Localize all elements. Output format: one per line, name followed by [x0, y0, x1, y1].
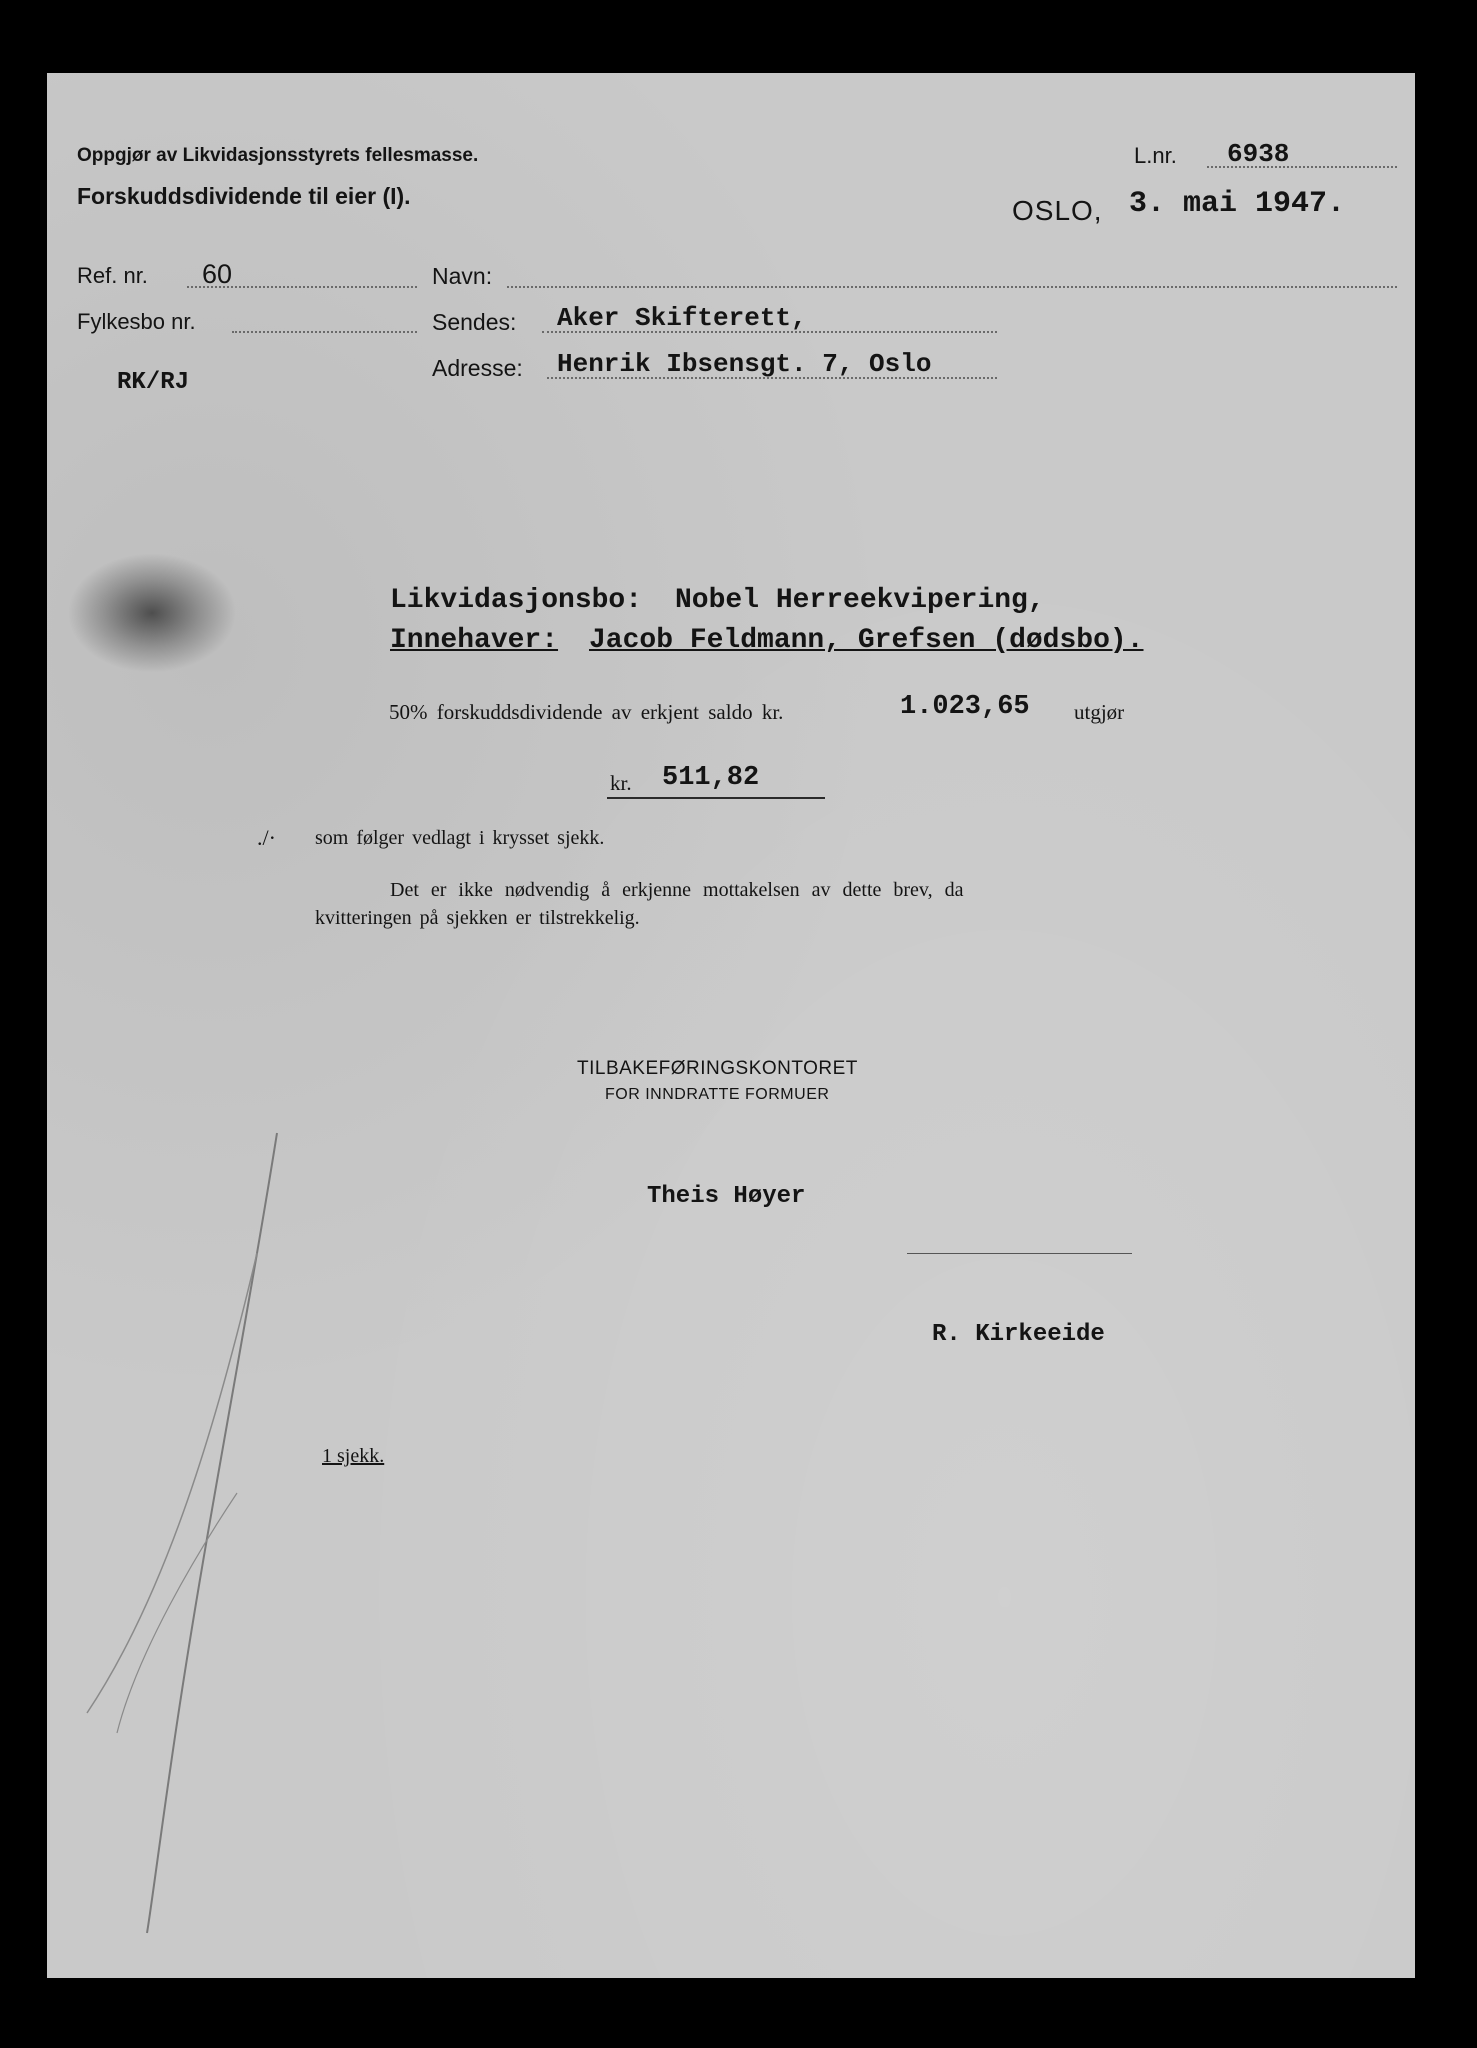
enclosure-mark: ./·	[257, 825, 276, 850]
saldo-value: 1.023,65	[900, 692, 1030, 722]
innehaver-label: Innehaver:	[390, 625, 559, 656]
attachment-note: 1 sjekk.	[322, 1445, 385, 1467]
signer1: Theis Høyer	[647, 1183, 806, 1210]
header-line1: Oppgjør av Likvidasjonsstyrets fellesmasse.	[77, 145, 479, 166]
innehaver-value: Jacob Feldmann, Grefsen (dødsbo).	[589, 625, 1144, 656]
city: OSLO,	[1012, 195, 1103, 226]
ref-dots	[187, 286, 417, 288]
likvidasjonsbo-value: Nobel Herreekvipering,	[675, 585, 1045, 616]
signature-line	[907, 1253, 1132, 1254]
sendes-value: Aker Skifterett,	[557, 303, 807, 333]
document-page	[47, 73, 1415, 1978]
body-line1: som følger vedlagt i krysset sjekk.	[315, 827, 605, 849]
adresse-label: Adresse:	[432, 355, 523, 381]
dividend-text: 50% forskuddsdividende av erkjent saldo kr.	[389, 700, 784, 724]
likvidasjonsbo-label: Likvidasjonsbo:	[390, 585, 643, 616]
ref-value: 60	[202, 259, 233, 289]
body-line2: Det er ikke nødvendig å erkjenne mottakelsen av dette brev, da	[390, 879, 964, 901]
adresse-value: Henrik Ibsensgt. 7, Oslo	[557, 349, 932, 379]
fylkesbo-dots	[232, 331, 417, 333]
signer2: R. Kirkeeide	[932, 1321, 1105, 1348]
utgjor-text: utgjør	[1074, 700, 1125, 724]
office-line2: FOR INNDRATTE FORMUER	[605, 1086, 830, 1103]
navn-dots	[507, 286, 1397, 288]
fylkesbo-label: Fylkesbo nr.	[77, 309, 196, 334]
sendes-label: Sendes:	[432, 309, 517, 335]
lnr-value: 6938	[1227, 139, 1290, 169]
sendes-dots	[542, 331, 997, 333]
ref-label: Ref. nr.	[77, 263, 148, 288]
amount-underline	[607, 797, 825, 799]
amount-value: 511,82	[662, 763, 760, 793]
kr-label: kr.	[610, 771, 632, 795]
header-line2: Forskuddsdividende til eier (I).	[77, 183, 411, 209]
lnr-label: L.nr.	[1134, 143, 1177, 168]
navn-label: Navn:	[432, 263, 493, 289]
body-line3: kvitteringen på sjekken er tilstrekkelig.	[315, 907, 640, 929]
office-line1: TILBAKEFØRINGSKONTORET	[577, 1058, 858, 1079]
adresse-dots	[547, 377, 997, 379]
letter-date: 3. mai 1947.	[1129, 187, 1346, 221]
initials: RK/RJ	[117, 369, 190, 396]
